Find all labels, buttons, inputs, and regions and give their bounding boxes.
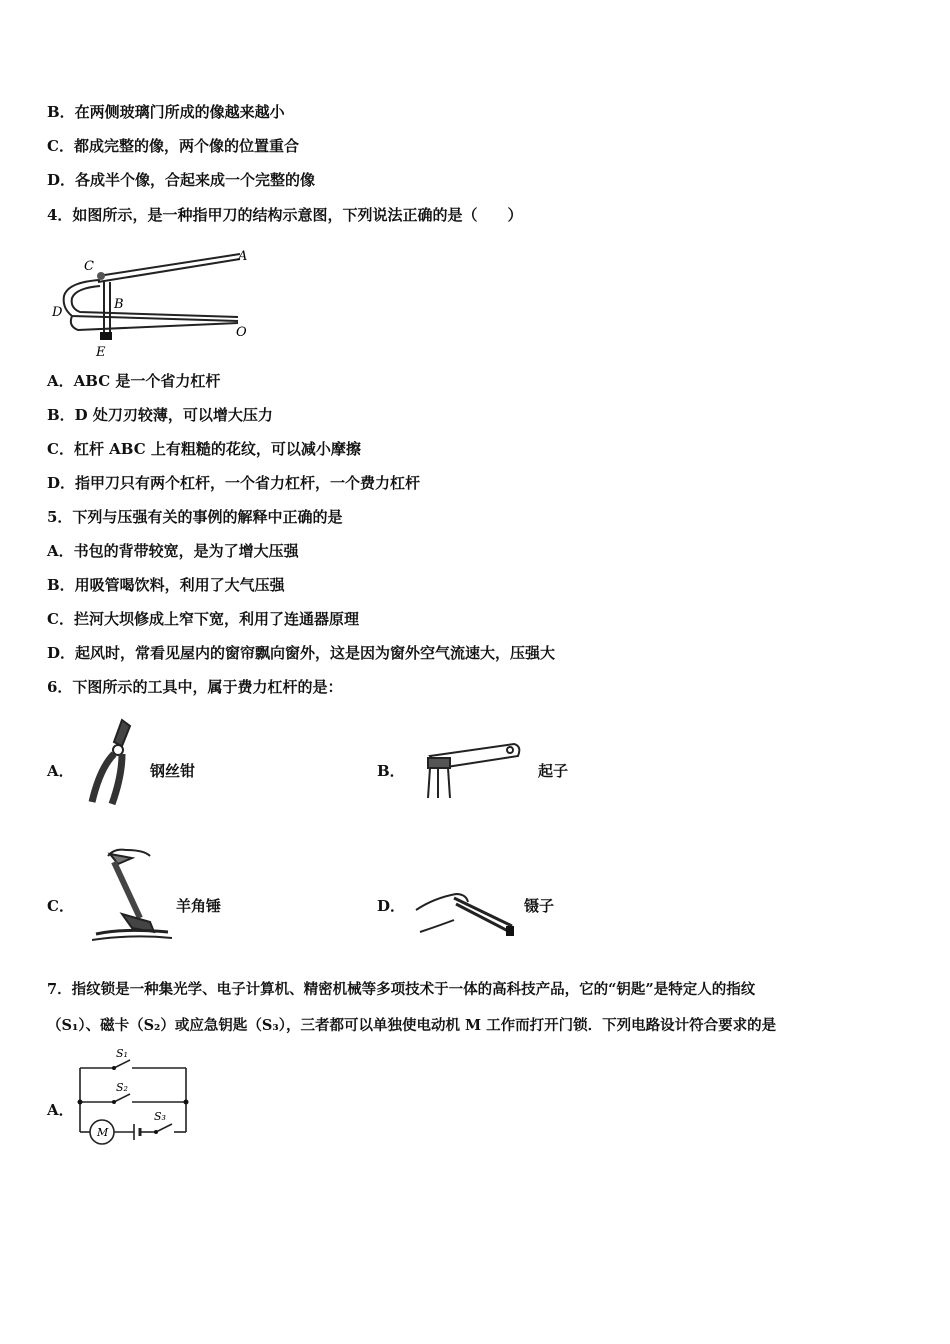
q6-option-c-tool: 羊角锤 <box>176 897 222 915</box>
tweezers-icon <box>414 880 524 946</box>
q5-option-c: C．拦河大坝修成上窄下宽，利用了连通器原理 <box>47 610 359 628</box>
label-s1: S₁ <box>116 1047 128 1060</box>
q4-option-b: B．D 处刀刃较薄，可以增大压力 <box>47 406 273 424</box>
q6-option-b-letter: B． <box>377 762 405 780</box>
label-o: O <box>236 325 247 340</box>
claw-hammer-icon <box>92 842 172 942</box>
label-d: D <box>52 305 63 320</box>
nail-clipper-figure <box>48 246 258 360</box>
pliers-icon <box>82 716 142 808</box>
q5-option-a: A．书包的背带较宽，是为了增大压强 <box>47 542 299 560</box>
q3-option-b: B．在两侧玻璃门所成的像越来越小 <box>47 103 285 121</box>
q6-stem: 6．下图所示的工具中，属于费力杠杆的是： <box>47 678 343 696</box>
q5-option-d: D．起风时，常看见屋内的窗帘飘向窗外，这是因为窗外空气流速大，压强大 <box>47 644 556 662</box>
label-motor: M <box>97 1126 109 1139</box>
q6-option-d-letter: D． <box>377 897 406 915</box>
q5-stem: 5．下列与压强有关的事例的解释中正确的是 <box>47 508 343 526</box>
label-a: A <box>238 249 248 264</box>
q4-option-c: C．杠杆 ABC 上有粗糙的花纹，可以减小摩擦 <box>47 440 361 458</box>
label-s2: S₂ <box>116 1081 128 1094</box>
q7-stem-line1: 7．指纹锁是一种集光学、电子计算机、精密机械等多项技术于一体的高科技产品，它的“钥匙”是特定人的指纹 <box>47 981 756 998</box>
label-c: C <box>84 259 94 274</box>
q7-stem-line2: （S₁）、磁卡（S₂）或应急钥匙（S₃），三者都可以单独使电动机 M 工作而打开门锁．下列电路设计符合要求的是 <box>47 1017 777 1034</box>
label-e: E <box>96 345 106 360</box>
q6-option-c-letter: C． <box>47 897 74 915</box>
circuit-diagram-a <box>72 1044 222 1148</box>
q3-option-c: C．都成完整的像，两个像的位置重合 <box>47 137 299 155</box>
label-b: B <box>114 297 124 312</box>
q4-option-d: D．指甲刀只有两个杠杆，一个省力杠杆，一个费力杠杆 <box>47 474 421 492</box>
q6-option-a-letter: A． <box>47 762 74 780</box>
label-s3: S₃ <box>154 1110 166 1123</box>
q6-option-b-tool: 起子 <box>538 762 569 780</box>
bottle-opener-icon <box>418 738 524 800</box>
q3-option-d: D．各成半个像，合起来成一个完整的像 <box>47 171 316 189</box>
q4-option-a: A．ABC 是一个省力杠杆 <box>47 372 221 390</box>
q4-stem: 4．如图所示，是一种指甲刀的结构示意图，下列说法正确的是（ ） <box>47 206 523 224</box>
q6-option-d-tool: 镊子 <box>524 897 555 915</box>
q6-option-a-tool: 钢丝钳 <box>150 762 196 780</box>
q7-option-a-letter: A． <box>47 1101 74 1119</box>
q5-option-b: B．用吸管喝饮料，利用了大气压强 <box>47 576 285 594</box>
